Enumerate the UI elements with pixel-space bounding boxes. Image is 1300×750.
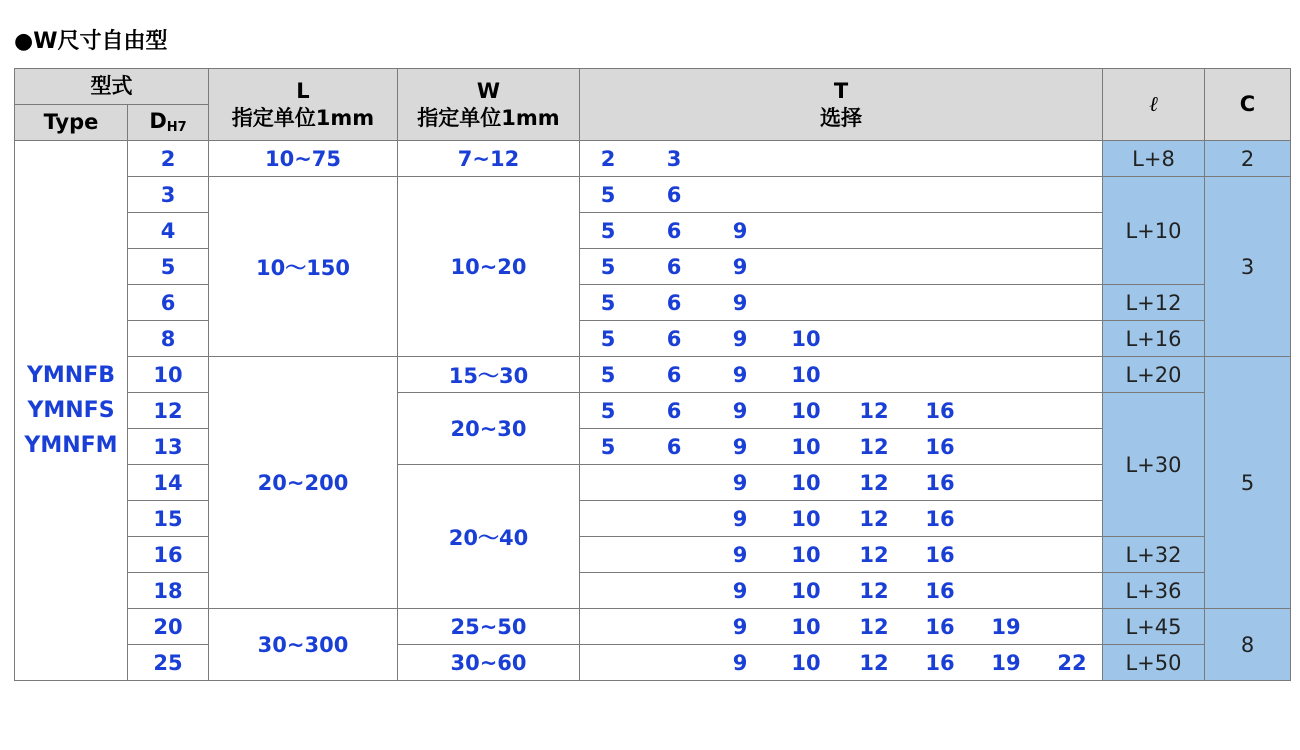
t-option: 6 [666,398,682,423]
t-option: 12 [859,506,889,531]
t-option: 16 [925,470,955,495]
header-t-label: T [833,79,849,104]
table-row [15,609,1291,645]
d-cell: 13 [128,429,209,465]
table-row [15,645,1291,681]
c-cell: 5 [1205,357,1291,609]
t-options-cell [580,645,1103,681]
header-c: C [1205,69,1291,141]
w-range-cell: 15～30 [398,357,580,393]
t-option: 9 [732,578,748,603]
t-options-cell [580,285,1103,321]
t-options-cell [580,429,1103,465]
l-range-cell: 10~75 [209,141,398,177]
t-option: 5 [600,434,616,459]
t-option: 6 [666,326,682,351]
t-options-cell [580,213,1103,249]
t-option: 9 [732,290,748,315]
d-cell: 16 [128,537,209,573]
t-options-cell [580,357,1103,393]
ell-cell: L+10 [1103,177,1205,285]
table-row [15,573,1291,609]
t-option: 12 [859,578,889,603]
d-cell: 8 [128,321,209,357]
table-row [15,141,1291,177]
t-options-cell [580,501,1103,537]
t-option: 12 [859,650,889,675]
t-options-cell [580,249,1103,285]
t-option: 5 [600,326,616,351]
d-cell: 12 [128,393,209,429]
t-option: 6 [666,434,682,459]
t-option: 16 [925,614,955,639]
header-t [580,69,1103,141]
t-option: 5 [600,254,616,279]
t-option: 5 [600,182,616,207]
t-option: 6 [666,254,682,279]
t-option: 9 [732,362,748,387]
ell-cell: L+45 [1103,609,1205,645]
d-cell: 20 [128,609,209,645]
l-range-cell: 30~300 [209,609,398,681]
page-title: ●W尺寸自由型 [14,29,168,54]
d-cell: 18 [128,573,209,609]
header-l [209,69,398,141]
t-option: 10 [791,542,821,567]
t-option: 9 [732,542,748,567]
header-w-unit: 指定单位1mm [417,105,560,130]
table-row [15,393,1291,429]
d-cell: 6 [128,285,209,321]
t-option: 5 [600,218,616,243]
t-option: 9 [732,434,748,459]
header-ell-label: ℓ [1149,92,1158,117]
header-w [398,69,580,141]
ell-cell: L+36 [1103,573,1205,609]
header-l-unit: 指定单位1mm [231,105,375,130]
t-option: 2 [600,146,616,171]
t-option: 16 [925,542,955,567]
ell-cell: L+8 [1103,141,1205,177]
table-row [15,537,1291,573]
t-option: 6 [666,218,682,243]
w-range-cell: 10~20 [398,177,580,357]
t-option: 9 [732,218,748,243]
table-row [15,321,1291,357]
t-option: 16 [925,398,955,423]
header-model: 型式 [15,69,209,105]
t-option: 16 [925,650,955,675]
t-option: 6 [666,362,682,387]
table-row [15,357,1291,393]
t-option: 9 [732,254,748,279]
header-l-label: L [296,79,310,104]
table-row [15,501,1291,537]
header-type: Type [15,105,128,141]
t-options-cell [580,177,1103,213]
table-row [15,249,1291,285]
t-option: 9 [732,614,748,639]
ell-cell: L+50 [1103,645,1205,681]
type-cell [15,141,128,681]
table-row [15,465,1291,501]
t-option: 10 [791,326,821,351]
t-option: 6 [666,290,682,315]
d-cell: 14 [128,465,209,501]
t-option: 5 [600,398,616,423]
t-option: 9 [732,470,748,495]
d-cell: 5 [128,249,209,285]
ell-cell: L+20 [1103,357,1205,393]
t-option: 19 [991,614,1021,639]
t-option: 5 [600,290,616,315]
t-option: 10 [791,362,821,387]
type-label: YMNFM [24,433,118,458]
t-option: 9 [732,506,748,531]
type-label: YMNFB [26,363,116,388]
header-d [128,105,209,141]
d-cell: 4 [128,213,209,249]
l-range-cell: 10～150 [209,177,398,357]
d-cell: 2 [128,141,209,177]
d-cell: 10 [128,357,209,393]
t-options-cell [580,141,1103,177]
t-options-cell [580,573,1103,609]
t-option: 12 [859,434,889,459]
t-option: 10 [791,650,821,675]
t-option: 22 [1057,650,1087,675]
w-range-cell: 25~50 [398,609,580,645]
ell-cell: L+30 [1103,393,1205,537]
c-cell: 2 [1205,141,1291,177]
ell-cell: L+12 [1103,285,1205,321]
table-row [15,213,1291,249]
t-option: 3 [666,146,682,171]
d-cell: 15 [128,501,209,537]
t-options-cell [580,393,1103,429]
l-range-cell: 20~200 [209,357,398,609]
t-options-cell [580,609,1103,645]
header-w-label: W [476,79,501,104]
t-option: 9 [732,326,748,351]
table-row [15,429,1291,465]
t-option: 12 [859,398,889,423]
header-d-sub: H7 [166,120,187,136]
t-option: 16 [925,578,955,603]
t-options-cell [580,465,1103,501]
t-option: 10 [791,506,821,531]
t-option: 9 [732,650,748,675]
t-option: 16 [925,506,955,531]
ell-cell: L+16 [1103,321,1205,357]
t-option: 19 [991,650,1021,675]
ell-cell: L+32 [1103,537,1205,573]
d-cell: 25 [128,645,209,681]
d-cell: 3 [128,177,209,213]
t-options-cell [580,537,1103,573]
t-option: 12 [859,542,889,567]
t-option: 16 [925,434,955,459]
header-d-main: D [149,109,167,134]
w-range-cell: 30~60 [398,645,580,681]
t-option: 10 [791,398,821,423]
w-range-cell: 20~30 [398,393,580,465]
c-cell: 3 [1205,177,1291,357]
w-range-cell: 7~12 [398,141,580,177]
w-range-cell: 20～40 [398,465,580,609]
t-option: 12 [859,470,889,495]
header-ell [1103,69,1205,141]
c-cell: 8 [1205,609,1291,681]
t-option: 9 [732,398,748,423]
t-option: 10 [791,578,821,603]
t-option: 10 [791,614,821,639]
table-row [15,177,1291,213]
type-label: YMNFS [27,398,115,423]
t-option: 5 [600,362,616,387]
t-options-cell [580,321,1103,357]
t-option: 10 [791,434,821,459]
spec-table [14,68,1291,681]
header-t-sub: 选择 [820,105,862,130]
t-option: 10 [791,470,821,495]
table-row [15,285,1291,321]
t-option: 6 [666,182,682,207]
t-option: 12 [859,614,889,639]
